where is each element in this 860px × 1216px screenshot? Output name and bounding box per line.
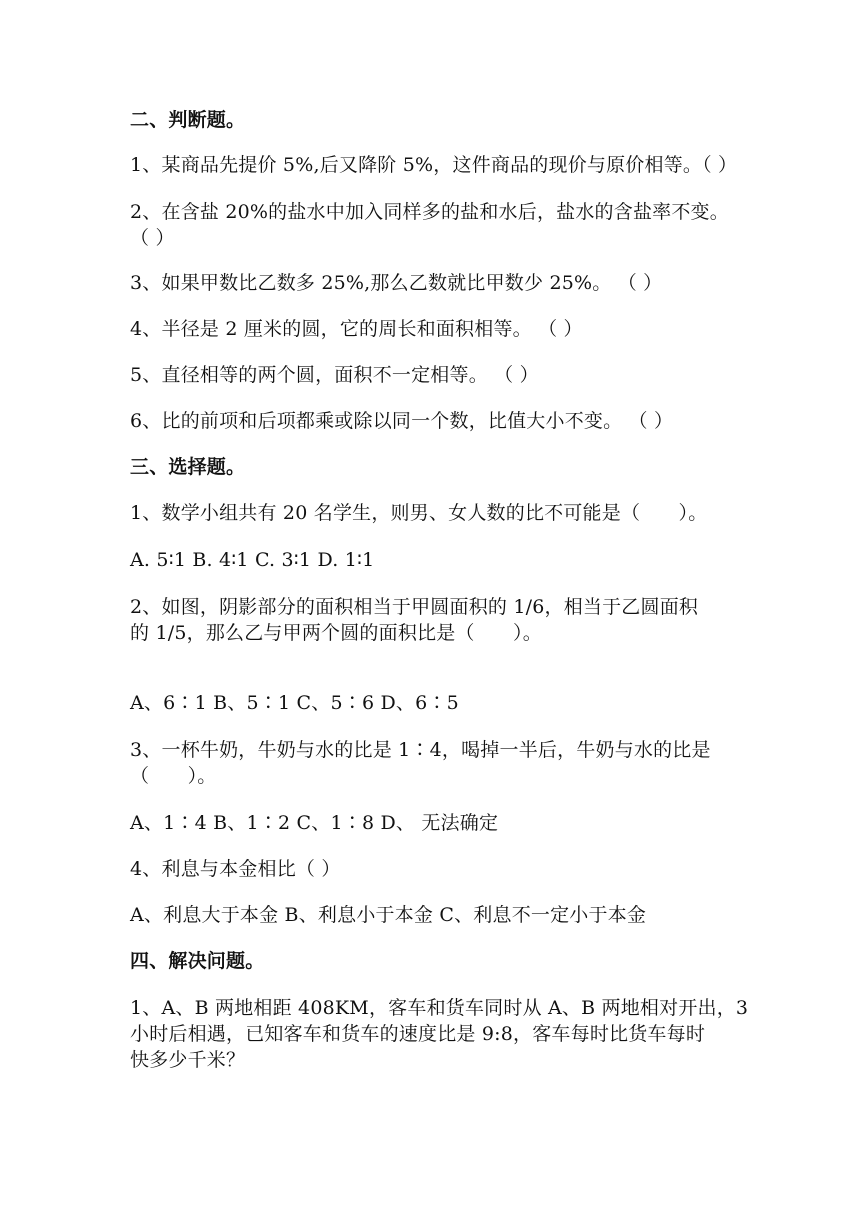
choice-q3-options: A、1∶4 B、1∶2 C、1∶8 D、 无法确定 <box>130 812 499 834</box>
choice-q1-options: A. 5∶1 B. 4∶1 C. 3∶1 D. 1∶1 <box>130 549 375 571</box>
solve-q1-line3: 快多少千米？ <box>130 1049 246 1071</box>
choice-q4: 4、利息与本金相比（ ） <box>130 858 341 880</box>
choice-q4-options: A、利息大于本金 B、利息小于本金 C、利息不一定小于本金 <box>130 904 647 926</box>
section-title-solve: 四、解决问题。 <box>130 950 265 972</box>
judge-item-4: 4、半径是 2 厘米的圆，它的周长和面积相等。 （ ） <box>130 318 583 340</box>
choice-q1: 1、数学小组共有 20 名学生，则男、女人数的比不可能是（ ）。 <box>130 502 708 524</box>
choice-q2-options: A、6∶1 B、5∶1 C、5∶6 D、6∶5 <box>130 692 459 714</box>
judge-item-5: 5、直径相等的两个圆，面积不一定相等。 （ ） <box>130 364 539 386</box>
section-title-judge: 二、判断题。 <box>130 109 246 131</box>
choice-q2-line2: 的 1/5，那么乙与甲两个圆的面积比是（ ）。 <box>130 622 542 644</box>
judge-item-6: 6、比的前项和后项都乘或除以同一个数，比值大小不变。 （ ） <box>130 410 674 432</box>
judge-item-2-bracket: （ ） <box>130 227 175 249</box>
solve-q1-line2: 小时后相遇，已知客车和货车的速度比是 9:8，客车每时比货车每时 <box>130 1023 706 1045</box>
judge-item-1: 1、某商品先提价 5%,后又降阶 5%，这件商品的现价与原价相等。（ ） <box>130 154 738 176</box>
choice-q3-line1: 3、一杯牛奶，牛奶与水的比是 1∶4，喝掉一半后，牛奶与水的比是 <box>130 739 711 761</box>
choice-q3-line2: （ ）。 <box>130 765 217 787</box>
judge-item-3: 3、如果甲数比乙数多 25%,那么乙数就比甲数少 25%。 （ ） <box>130 272 663 294</box>
solve-q1-line1: 1、A、B 两地相距 408KM，客车和货车同时从 A、B 两地相对开出，3 <box>130 997 749 1019</box>
judge-item-2: 2、在含盐 20%的盐水中加入同样多的盐和水后，盐水的含盐率不变。 <box>130 201 729 223</box>
choice-q2-line1: 2、如图，阴影部分的面积相当于甲圆面积的 1/6，相当于乙圆面积 <box>130 596 699 618</box>
section-title-choice: 三、选择题。 <box>130 456 246 478</box>
